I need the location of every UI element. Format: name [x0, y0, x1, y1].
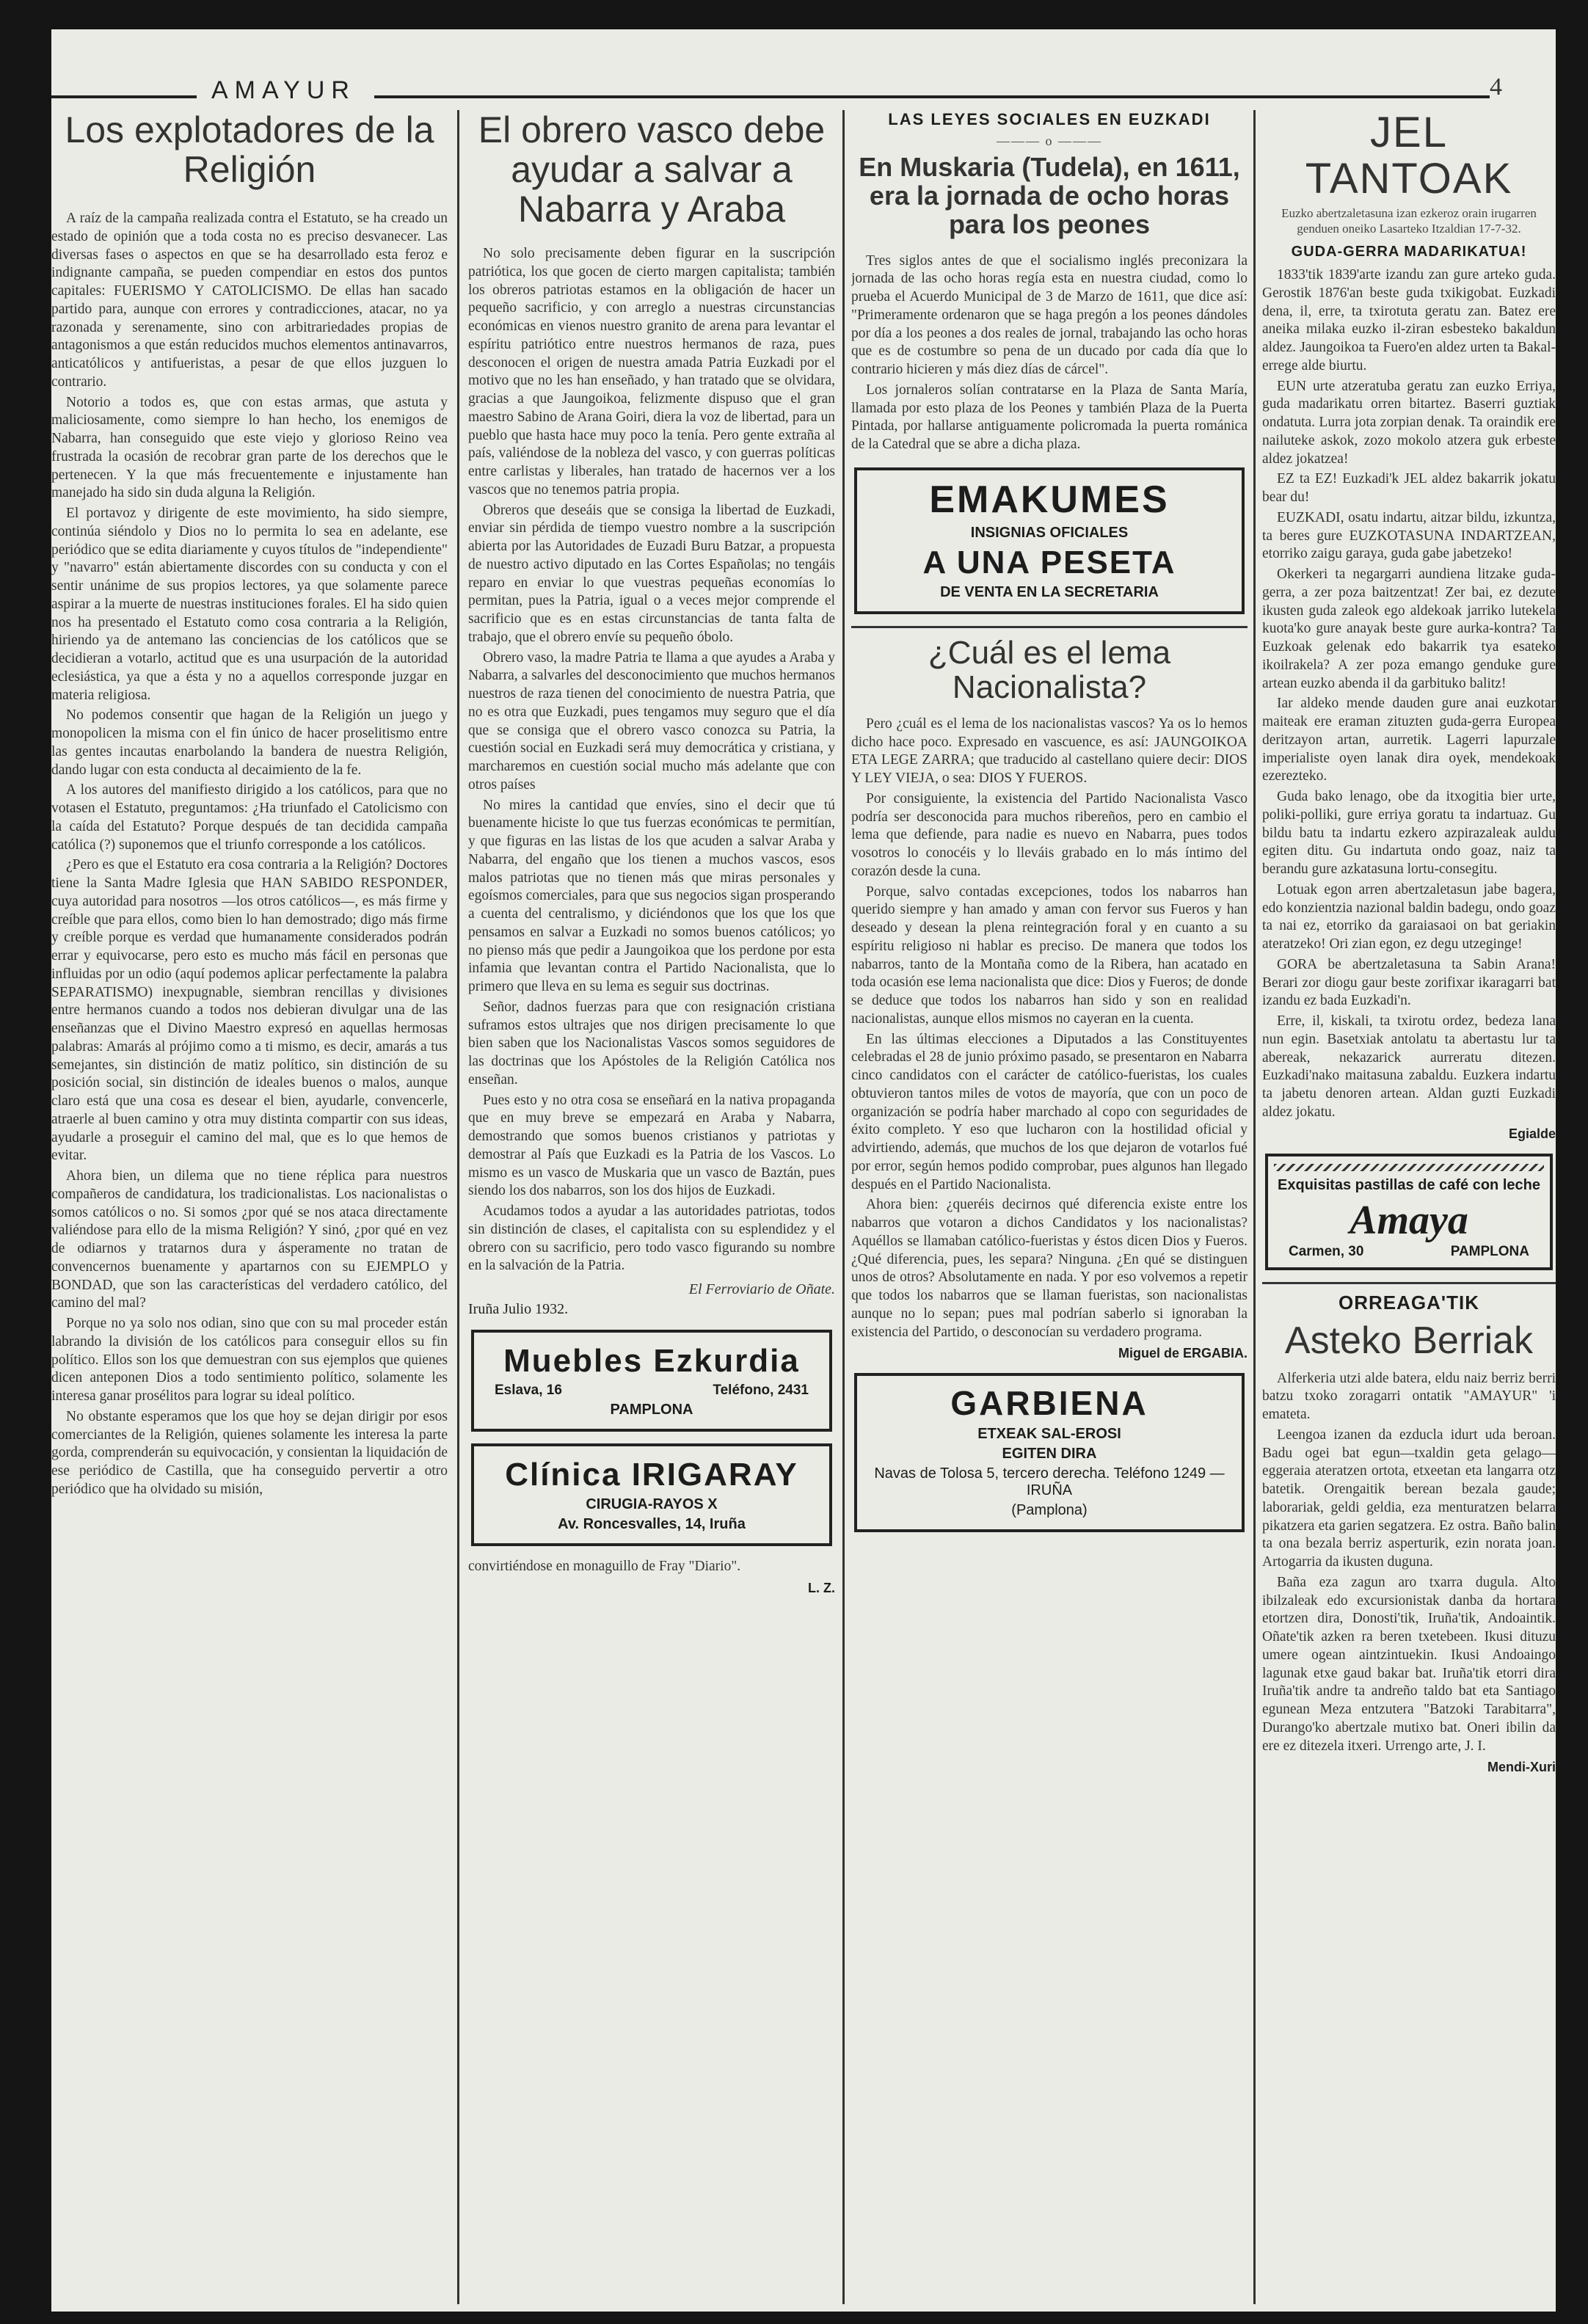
paragraph: EUZKADI, osatu indartu, aitzar bildu, izkuntza, ta beres gure EUZKOTASUNA INDARTZEAN, etorriko zaigu garaya, guda gabe jabetzeko!	[1262, 509, 1556, 562]
column-1	[51, 110, 448, 2304]
ad-line: Exquisitas pastillas de café con leche	[1278, 1176, 1540, 1193]
article-signature: El Ferroviario de Oñate.	[688, 1281, 835, 1297]
article-body	[1262, 1370, 1556, 1756]
paragraph: Ahora bien: ¿queréis decirnos qué diferencia existe entre los nabarros que votaron a dichos Candidatos y los nacionalistas? Aquéllos se llamaban católico-fueristas y éstos dicen Dios y Fueros. ¿Qué diferencia, pues, les separa? Ninguna. ¿En qué se distinguen unos de otros? Absolutamente en nada. Y por eso volvemos a repetir que todos los nabarros que se llaman fueristas, son nacionalistas aunque no lo sepan; pues mal podrían saberlo si ignoraban la existencia del Partido, o desconocían su verdadero programa.	[851, 1197, 1248, 1340]
paragraph: EUN urte atzeratuba geratu zan euzko Erriya, guda madarikatu orren bitartez. Baserri guztiak ondatuta. Lurra jota zorpian denak. Ta oraindik ere nailuteke askok, zozo mokolo atzera guk erbeste aldez jokatzea!	[1262, 378, 1556, 467]
article-headline: En Muskaria (Tudela), en 1611, era la jornada de ocho horas para los peones	[859, 152, 1240, 239]
paragraph: ¿Pero es que el Estatuto era cosa contraria a la Religión? Doctores tiene la Santa Madre Iglesia que HAN SABIDO RESPONDER, cuya autoridad para nosotros —los otros católicos—, es más firme y creíble que para ellos, como bien lo han demostrado; digo más firme y creíble porque es verdad que humanamente considerados podrán errar y equivocarse, pero esto es mucho más fácil en personas que influidas por un odio (aquí podemos aplicar perfectamente la palabra SEPARATISMO) inexpugnable, siembran rencillas y divisiones entre hermanos cuando a todos nos debieran divulgar una de las enseñanzas que el Divino Maestro expresó en aquellas hermosas palabras: Amarás al prójimo como a ti mismo, es decir, amarás a tus semejantes, sin distinción de matiz político, sin distinción de su posición social, sin distinción de ideales buenos o malos, aunque claro está que una cosa es desear el bien, ayudarle, convencerle, atraerle al buen camino y otra muy distinta compartir con sus ideas, ayudarle a proseguir el camino del mal, que es lo que hemos de evitar.	[51, 857, 448, 1164]
column-rule	[1253, 110, 1256, 2304]
article-body	[851, 252, 1248, 454]
paragraph: Notorio a todos es, que con estas armas, que astuta y maliciosamente, como siempre lo han hecho, los enemigos de Nabarra, han conseguido que este viejo y glorioso Reino vea frustrada la ocasión de recobrar gran parte de los derechos que le pertenecen. Y la que más frecuentemente e injustamente han manejado ha sido sin duda alguna la Religión.	[51, 394, 448, 501]
article-signature: L. Z.	[808, 1580, 835, 1595]
column-rule	[457, 110, 459, 2304]
paragraph: convirtiéndose en monaguillo de Fray "Diario".	[468, 1559, 741, 1574]
article-signature: Miguel de ERGABIA.	[1118, 1346, 1248, 1361]
paragraph: Iar aldeko mende dauden gure anai euzkotar maiteak ere eraman zituzten guda-gerra Europea deritzayon artan, aurretik. Lagerri lapurzale imperialiste oyen lanak dira oyek, mendekoak ezerezteko.	[1262, 696, 1556, 784]
advertisement-clinica-irigaray	[471, 1443, 832, 1546]
paragraph: No podemos consentir que hagan de la Religión un juego y monopolicen la misma con el fin único de hacer proselitismo entre las gentes incautas enarbolando la bandera de nuestra Religión, dando lugar con esta conducta al decaimiento de la fe.	[51, 707, 448, 778]
paragraph: Obreros que deseáis que se consiga la libertad de Euzkadi, enviar sin pérdida de tiempo vuestro nombre a la suscripción abierta por las Autoridades de Euzadi Buru Batzar, a propuesta de nuestro activo diputado en las Cortes Españolas; no tengáis reparo en enviar lo que vuestras pequeñas economías lo permitan, pues la Patria, igual o a veces mejor comprende el sacrificio que es en estas circunstancias de tanta falta de trabajo, que el obrero envíe su pequeño óbolo.	[468, 502, 835, 645]
paragraph: Baña eza zagun aro txarra dugula. Alto ibilzaleak edo excursionistak danba da hortara etortzen dira, Donosti'tik, Iruña'tik, Andoaintik. Oñate'tik azken ra beren txetebeen. Ikusi dituzu umere ogean aintzintuekin. Ikusi Andoaingo lagunak etxe gaud bakar bat. Iruña'tik etorri dira Iruña'tik andre ta andreño taldo bat eta Santiago egunean Meza entzutera "Batzoki Tarabitarra", Durango'ko abertzale mutixo bat. Oneri ibilin da ere ez ditezela itxeri. Urrengo arte, J. I.	[1262, 1574, 1556, 1754]
paragraph: A los autores del manifiesto dirigido a los católicos, para que no votasen el Estatuto, preguntamos: ¿Ha triunfado el Catolicismo con la caída del Estatuto? Porque después de tan decidida campaña católica (?) suponemos que el triunfo corresponde a los católicos.	[51, 782, 448, 853]
ad-title: Amaya	[1350, 1197, 1468, 1243]
paragraph: 1833'tik 1839'arte izandu zan gure arteko guda. Gerostik 1876'an beste guda txikigobat. Euzkadi dena, il, erre, ta txirotuta geratu zan. Batez ere aneika milaka euzko il-ziran esbesteko bakaldun aldez. Jaungoikoa ta Fuero'en aldez urten ta Bakal-errege alde biurtu.	[1262, 267, 1556, 374]
article-headline: JEL TANTOAK	[1305, 110, 1513, 203]
advertisement-muebles-ezkurdia	[471, 1330, 832, 1432]
ad-city: (Pamplona)	[1011, 1502, 1088, 1519]
ad-address: Carmen, 30	[1289, 1243, 1364, 1259]
column-3	[851, 110, 1248, 2304]
column-rule	[842, 110, 845, 2304]
ad-subtitle: CIRUGIA-RAYOS X	[586, 1496, 718, 1512]
advertisement-emakumes	[854, 467, 1245, 614]
paragraph: No mires la cantidad que envíes, sino el decir que tú buenamente hiciste lo que tus fuerzas económicas te permitían, y que figuras en las listas de los que acuden a salvar Araba y Nabarra, del engaño que los tienen a muchos vascos, esos malos patriotas que no tienen más que miras personales y egoísmos comerciales, para que sus negocios sigan prosperando a cuenta del centralismo, y diciéndonos que los que los que pensamos en salvar a Euzkadi no somos buenos católicos; yo no pienso más que pedir a Jaungoikoa que los perdone por esta infamia que levantan contra el Partido Nacionalista, que lo primero que lleva en su lema es seguir sus doctrinas.	[468, 797, 835, 994]
ad-address: Av. Roncesvalles, 14, Iruña	[558, 1516, 746, 1532]
ad-price: A UNA PESETA	[922, 544, 1176, 580]
paragraph: Ahora bien, un dilema que no tiene réplica para nuestros compañeros de candidatura, los tradicionalistas. Los nacionalistas o somos católicos o no. Si somos ¿por qué se nos ataca directamente valiéndose para ello de la misma Religión? Y sinó, ¿por qué en vez de odiarnos y tratarnos dura y ásperamente no tratan de convencernos buenamente y apartarnos con su EJEMPLO y BONDAD, que son las características del verdadero católico, del camino del mal?	[51, 1168, 448, 1311]
article-note: Euzko abertzaletasuna izan ezkeroz orain irugarren genduen oneiko Lasarteko Itzaldian 17-7-32.	[1281, 206, 1537, 236]
ad-phone: Teléfono, 2431	[713, 1383, 809, 1398]
paragraph: No obstante esperamos que los que hoy se dejan dirigir por esos comerciantes de la Religión, quienes solamente les interesa la parte gorda, comprenderán su equivocación, y consientan la liquidación de ese periódico de Castilla, que ha conseguido pervertir a otro periódico que ha olvidado su misión,	[51, 1408, 448, 1497]
newspaper-page	[51, 29, 1556, 2312]
ad-title: Clínica IRIGARAY	[505, 1457, 798, 1493]
paragraph: Okerkeri ta negargarri aundiena litzake guda-gerra, a zer poza baitzentzat! Zer bai, ez dezute ikusten guda zaleok ego aldekoak jarriko lutekela kuota'ko gure anayak beste gure aurka-kontra? Ta Euzkoak gelenak edo bakarrik tya esateko ikoilrakela? A zer poza emango genduke gure artean euzko abenda il da garbituko balitz!	[1262, 567, 1556, 691]
paragraph: Por consiguiente, la existencia del Partido Nacionalista Vasco podría ser desconocida para muchos ribereños, pero en cambio el lema que defiende, para nadie es nuevo en Nabarra, pues todos vosotros lo conocéis y lo lleváis grabado en lo más íntimo del corazón desde la cuna.	[851, 790, 1248, 879]
article-headline: Asteko Berriak	[1284, 1319, 1534, 1362]
ad-address: Eslava, 16	[495, 1383, 562, 1398]
ad-contact-row	[1274, 1244, 1544, 1260]
paragraph: Acudamos todos a ayudar a las autoridades patriotas, todos sin distinción de clases, el capitalista con su esplendidez y el obrero con su sacrificio, pero todo vasco figurando su nombre en la salvación de la Patria.	[468, 1203, 835, 1274]
continued-text	[468, 1558, 835, 1576]
paragraph: No solo precisamente deben figurar en la suscripción patriótica, los que gocen de cierto margen capitalista; también los obreros patriotas estamos en la obligación de hacer un pequeño sacrificio, y con arreglo a nuestras circunstancias económicas en vienos nuestro granito de arena para levantar el espíritu patriótico entre nuestros hermanos de raza, pues desconocen el origen de nuestra amada Patria Euzkadi por el motivo que no les han enseñado, y han tratado que se olvidara, gracias a que Jaungoikoa, felizmente dispuso que el gran maestro Sabino de Arana Goiri, diera la voz de libertad, para un pueblo que hasta hace muy poco la tenía. Pero gente extraña al país, valiéndose de la nobleza del vasco, y con guerras políticas entre carlistas y liberales, han tratado de hacernos ver a los vascos que no tenemos patria propia.	[468, 246, 835, 498]
masthead-rule-right	[374, 95, 1490, 98]
advertisement-garbiena	[854, 1373, 1245, 1532]
paragraph: Señor, dadnos fuerzas para que con resignación cristiana suframos estos ultrajes que nos dirigen precisamente lo que bien saben que los Nacionalistas Vascos somos seguidores de las doctrinas que los Apóstoles de la Religión Católica nos enseñan.	[468, 999, 835, 1088]
article-headline: ¿Cuál es el lema Nacionalista?	[928, 634, 1171, 706]
article-headline: El obrero vasco debe ayudar a salvar a Nabarra y Araba	[478, 110, 826, 230]
ad-title: GARBIENA	[950, 1384, 1148, 1423]
ornament-divider: ——— o ———	[997, 134, 1102, 148]
ad-line: ETXEAK SAL-EROSI	[977, 1426, 1121, 1443]
ad-border-ornament	[1274, 1164, 1544, 1171]
paragraph: A raíz de la campaña realizada contra el Estatuto, se ha creado un estado de opinión que a toda costa no es preciso desvanecer. Las diversas fases o aspectos en que se ha desarrollado esta feroz e indignante campaña, se pueden compendiar en estos dos puntos capitales: FUERISMO Y CATOLICISMO. De ellas han sacado partido para, aunque con errores y contradicciones, atacar, no ya razonada y serenamente, sino con arbitrariedades propias de antagonismos a que están reducidos muchos elementos antinavarros, anticatólicos y antifueristas, a pesar de que ellos juzguen lo contrario.	[51, 211, 448, 390]
article-body	[51, 210, 448, 1499]
masthead-rule-left	[51, 95, 197, 98]
paragraph: Obrero vaso, la madre Patria te llama a que ayudes a Araba y Nabarra, a salvarles del desconocimiento que muchos hermanos nuestros de raza tienen del conocimiento de nuestra Patria, que no es otra que Euzkadi, pues tengamos muy seguro que el día que se consiga que el obrero vasco conozca su Patria, la cuestión social en Euzkadi será muy democrática y cristiana, y marcharemos en cuestión social mucho más adelante que con otros países	[468, 649, 835, 793]
masthead	[51, 29, 1556, 110]
ad-contact-row	[480, 1383, 823, 1399]
section-divider	[851, 626, 1248, 628]
page-number: 4	[1490, 73, 1502, 101]
ad-line: EGITEN DIRA	[1002, 1446, 1097, 1462]
ad-title: EMAKUMES	[929, 478, 1170, 521]
ad-address: Navas de Tolosa 5, tercero derecha. Teléfono 1249 — IRUÑA	[874, 1465, 1225, 1499]
paragraph: Lotuak egon arren abertzaletasun jabe bagera, edo konzientzia nazional baldin badegu, ondo goaz ta nai ez, etorriko da garaiasaoi on bat geriakin ateratzeko! Ori zian egon, ez degu utzeginge!	[1262, 881, 1556, 952]
article-body	[851, 715, 1248, 1342]
paragraph: Pero ¿cuál es el lema de los nacionalistas vascos? Ya os lo hemos dicho hace poco. Expresado en vascuence, es así: JAUNGOIKOA ETA LEGE ZARRA; que traducido al castellano quiere decir: DIOS Y LEY VIEJA, o sea: DIOS Y FUEROS.	[851, 715, 1248, 787]
masthead-title: AMAYUR	[211, 76, 356, 104]
article-kicker: ORREAGA'TIK	[1338, 1291, 1479, 1314]
article-headline: Los explotadores de la Religión	[65, 110, 434, 190]
paragraph: Porque no ya solo nos odian, sino que con su mal proceder están labrando la división de los católicos para conseguir ellos su fin político. Ellos son los que demuestran con sus ejemplos que quienes dicen anteponen Dios a todo sentimiento político, solamente les interesa ganar prosélitos para lograr su ideal político.	[51, 1316, 448, 1404]
paragraph: Los jornaleros solían contratarse en la Plaza de Santa María, llamada por esto plaza de los Peones y también Plaza de la Puerta Pintada, por hallarse antiguamente policromada la puerta románica de la Catedral que se abre a dicha plaza.	[851, 382, 1248, 453]
article-signature: Mendi-Xuri	[1487, 1760, 1556, 1775]
ad-line: DE VENTA EN LA SECRETARIA	[940, 583, 1159, 600]
paragraph: GORA be abertzaletasuna ta Sabin Arana! Berari zor diogu gaur beste zorifixar ikaragarri bat izandu ez bada Euzkadi'n.	[1262, 956, 1556, 1009]
ad-city: PAMPLONA	[1450, 1243, 1529, 1259]
column-2	[468, 110, 835, 2304]
ad-title: Muebles Ezkurdia	[503, 1343, 800, 1379]
section-divider	[1262, 1282, 1556, 1284]
paragraph: El portavoz y dirigente de este movimiento, ha sido siempre, continúa siéndolo y Dios no lo permita lo sea en adelante, ese periódico que se edita diariamente y cuyos títulos de "independiente" y "navarro" están abiertamente discordes con su conducta y con el sentir unánime de sus propios lectores, ya que solamente parece aspirar a la muerte de nuestras instituciones forales. El ha sido quien nos ha presentado el Estatuto como cosa contraria a la Religión, hiriendo ya de antemano las conciencias de los católicos que se decidieran a votarlo, actitud que es una usurpación de la autoridad eclesiástica, ya que a ésta y no a aquellos corresponde juzgar en materia religiosa.	[51, 506, 448, 703]
article-body	[468, 245, 835, 1275]
paragraph: Pues esto y no otra cosa se enseñará en la nativa propaganda que en muy breve se empezará en Araba y Nabarra, demostrando que somos buenos cristianos y patriotas y demostrar al País que Euzkadi es la Patria de los Vascos. Lo mismo es un vasco de Muskaria que un vasco de Baztán, pues siendo los dos nabarros, son los dos hijos de Euzkadi.	[468, 1092, 835, 1199]
advertisement-amaya	[1265, 1154, 1553, 1270]
section-heading: GUDA-GERRA MADARIKATUA!	[1291, 244, 1527, 261]
paragraph: Leengoa izanen da ezducla idurt uda beroan. Badu ogei bat egun—txaldin geta gelago—eggeraia ateratzen ortota, etxeetan eta langarra otz batetik. Orengaitik berean bezala gaude; laborariak, geldi geldia, eza menturatzen belarra pikatzera eta garien segatzera. Ez ostra. Baño balin ta ona bezala berriz asperturik, ezin norata joan. Artogarria da ikusten duguna.	[1262, 1427, 1556, 1570]
article-body	[1262, 266, 1556, 1122]
article-signature: Egialde	[1508, 1126, 1556, 1141]
column-4	[1262, 110, 1556, 2304]
ad-line: INSIGNIAS OFICIALES	[970, 524, 1129, 541]
paragraph: Tres siglos antes de que el socialismo inglés preconizara la jornada de las ocho horas regía esta en nuestra ciudad, como lo prueba el Acuerdo Municipal de 3 de Marzo de 1611, que dice así: "Primeramente ordenaron que se haga pregón a los peones dándoles por día a los peones a dos reales de jornal, trabajando las ocho horas que es de costumbre so pena de un ducado por cada día que lo contrario hicieren y más diez días de cárcel".	[851, 252, 1248, 378]
paragraph: Porque, salvo contadas excepciones, todos los nabarros han querido siempre y han amado y aman con fervor sus Fueros y han deseado y desean la plena reintegración foral y en cuanto a su espíritu religioso ni hablar es preciso. De manera que todos los nabarros, tanto de la Montaña como de la Ribera, han acatado en toda ocasión ese lema nacionalista que dice: Dios y Fueros; de donde se deduce que todos los nabarros han sido y son en realidad nacionalistas, aunque ellos mismos no cayeran en la cuenta.	[851, 884, 1248, 1027]
article-kicker: LAS LEYES SOCIALES EN EUZKADI	[888, 110, 1211, 128]
paragraph: Alferkeria utzi alde batera, eldu naiz berriz berri batzu txoko zoragarri ontatik "AMAYUR" 'i emateta.	[1262, 1370, 1556, 1423]
paragraph: Guda bako lenago, obe da itxogitia bier urte, poliki-polliki, gure erriya goratu ta indartuaz. Gu bildu batu ta indartu ezkero azpirazaleak auldu egiten ditu. Gu indartuta ondo goaz, naiz ta berandu gure azkatasuna lortu-consegitu.	[1262, 789, 1556, 878]
paragraph: EZ ta EZ! Euzkadi'k JEL aldez bakarrik jokatu bear du!	[1262, 471, 1556, 506]
ad-city: PAMPLONA	[610, 1402, 693, 1418]
article-dateline: Iruña Julio 1932.	[468, 1301, 569, 1317]
paragraph: Erre, il, kiskali, ta txirotu ordez, bedeza lana nun egin. Basetxiak antolatu ta abertastu lur ta abereak, nekazarick aurreratu ditezen. Euzkadi'nako maitasuna zabaldu. Euzkera indartu ta jabetu denoren artean. Aldan guzti Euzkadi aldez jokatu.	[1262, 1013, 1556, 1120]
paragraph: En las últimas elecciones a Diputados a las Constituyentes celebradas el 28 de junio próximo pasado, se presentaron en Nabarra cinco candidatos con el carácter de católico-fueristas, los cuales obtuvieron tantos miles de votos de mayoría, que con un poco de organización se podría haber marchado al copo con seguridades de éxito completo. Y eso que lucharon con la hostilidad oficial y advirtiendo, además, que muchos de los que dejaron de votarlos fué por error, según hemos podido comprobar, pues algunos han llegado después en el Partido Nacionalista.	[851, 1031, 1248, 1192]
